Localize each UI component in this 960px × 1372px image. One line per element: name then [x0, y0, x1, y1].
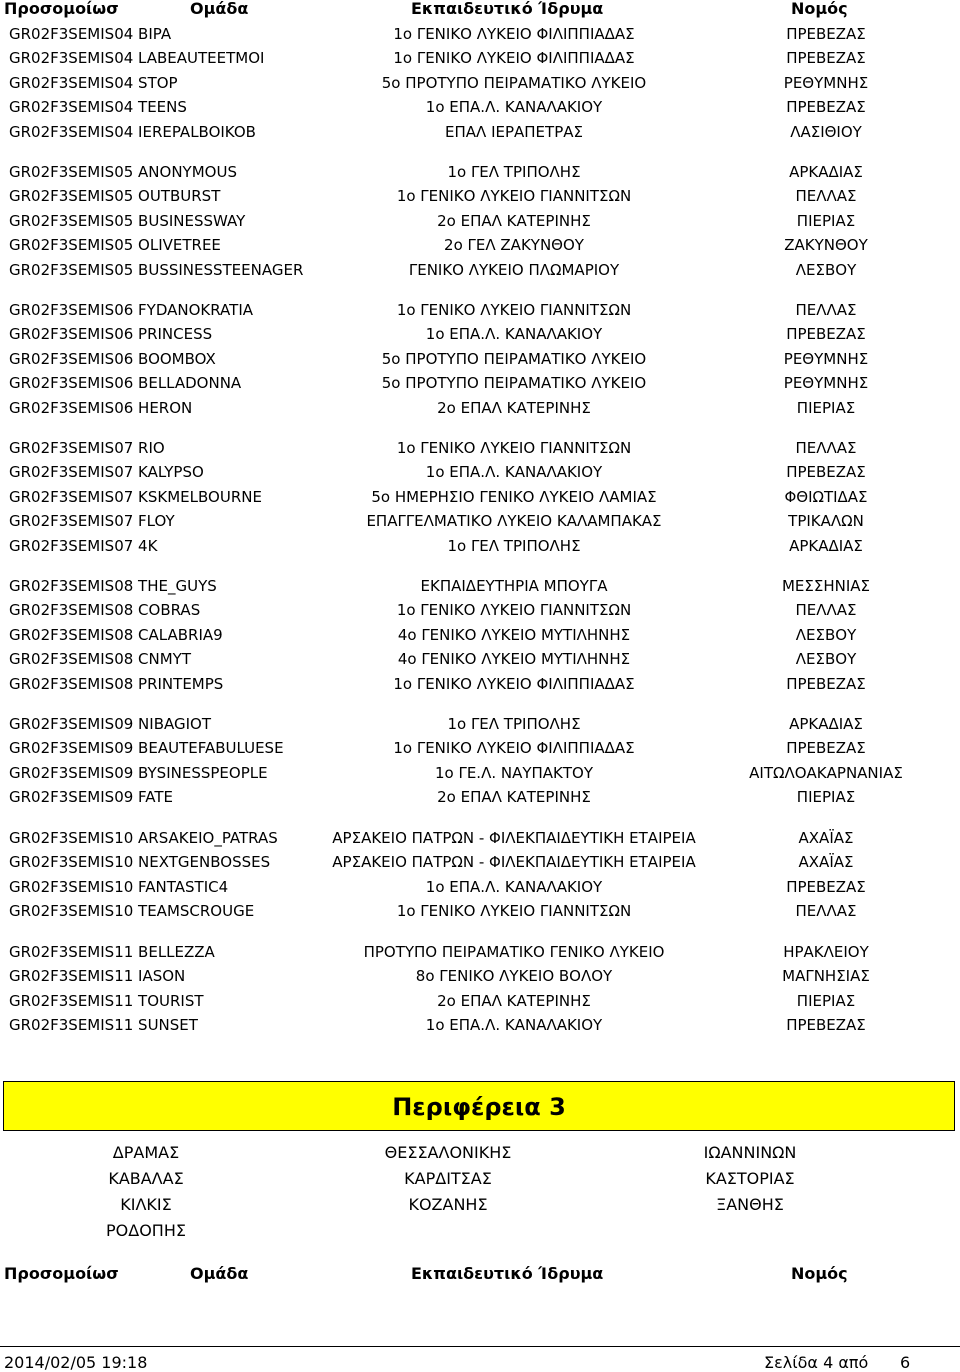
prefecture-row: [0, 1166, 960, 1192]
cell-institution: 1ο ΓΕΝΙΚΟ ΛΥΚΕΙΟ ΦΙΛΙΠΠΙΑΔΑΣ: [393, 674, 635, 693]
table-row: [0, 184, 960, 208]
table-header-bottom: [0, 1265, 960, 1289]
header-simulation: Προσομοίωσ: [4, 0, 119, 18]
cell-institution: 1ο ΓΕΝΙΚΟ ΛΥΚΕΙΟ ΓΙΑΝΝΙΤΣΩΝ: [396, 301, 632, 319]
cell-simulation-team: GR02F3SEMIS08 PRINTEMPS: [9, 674, 224, 693]
cell-prefecture: ΠΡΕΒΕΖΑΣ: [786, 463, 866, 482]
header-prefecture: Νομός: [791, 0, 848, 18]
cell-prefecture: ΠΕΛΛΑΣ: [795, 301, 857, 319]
cell-institution: ΠΡΟΤΥΠΟ ΠΕΙΡΑΜΑΤΙΚΟ ΓΕΝΙΚΟ ΛΥΚΕΙΟ: [363, 943, 665, 961]
cell-institution: 5ο ΠΡΟΤΥΠΟ ΠΕΙΡΑΜΑΤΙΚΟ ΛΥΚΕΙΟ: [381, 349, 647, 368]
cell-prefecture: ΠΡΕΒΕΖΑΣ: [786, 674, 866, 693]
table-row: [0, 347, 960, 371]
cell-institution: 1ο ΕΠΑ.Λ. ΚΑΝΑΛΑΚΙΟΥ: [425, 325, 603, 344]
prefecture-row: [0, 1140, 960, 1166]
header-institution: Εκπαιδευτικό Ίδρυμα: [411, 1264, 604, 1283]
cell-simulation-team: GR02F3SEMIS09 BEAUTEFABULUESE: [9, 739, 284, 758]
region-prefecture: ΚΑΒΑΛΑΣ: [108, 1169, 184, 1188]
table-row: [0, 899, 960, 923]
cell-institution: 2ο ΕΠΑΛ ΚΑΤΕΡΙΝΗΣ: [437, 398, 591, 417]
cell-prefecture: ΠΕΛΛΑΣ: [795, 601, 857, 620]
cell-simulation-team: GR02F3SEMIS10 ARSAKEIO_PATRAS: [9, 829, 278, 847]
cell-simulation-team: GR02F3SEMIS07 KSKMELBOURNE: [9, 487, 262, 506]
cell-prefecture: ΡΕΘΥΜΝΗΣ: [783, 349, 869, 368]
header-simulation: Προσομοίωσ: [4, 1264, 119, 1283]
table-row: [0, 761, 960, 785]
cell-simulation-team: GR02F3SEMIS07 KALYPSO: [9, 463, 204, 482]
team-group: [0, 826, 960, 924]
cell-simulation-team: GR02F3SEMIS04 IEREPALBOIKOB: [9, 122, 256, 141]
footer-divider: [0, 1346, 960, 1347]
cell-simulation-team: GR02F3SEMIS05 OUTBURST: [9, 187, 221, 206]
table-row: [0, 258, 960, 282]
table-row: [0, 1013, 960, 1037]
cell-institution: 1ο ΓΕΛ ΤΡΙΠΟΛΗΣ: [447, 163, 581, 181]
cell-institution: 2ο ΕΠΑΛ ΚΑΤΕΡΙΝΗΣ: [437, 211, 591, 230]
cell-prefecture: ΠΡΕΒΕΖΑΣ: [786, 325, 866, 344]
cell-simulation-team: GR02F3SEMIS05 BUSSINESSTEENAGER: [9, 260, 304, 279]
table-row: [0, 785, 960, 809]
cell-simulation-team: GR02F3SEMIS10 NEXTGENBOSSES: [9, 853, 271, 872]
cell-prefecture: ΛΕΣΒΟΥ: [795, 650, 857, 669]
cell-simulation-team: GR02F3SEMIS06 BOOMBOX: [9, 349, 216, 368]
region-prefecture: ΘΕΣΣΑΛΟΝΙΚΗΣ: [384, 1143, 512, 1162]
table-row: [0, 964, 960, 988]
team-group: [0, 436, 960, 558]
cell-prefecture: ΜΕΣΣΗΝΙΑΣ: [781, 577, 871, 595]
cell-simulation-team: GR02F3SEMIS11 SUNSET: [9, 1016, 198, 1035]
cell-prefecture: ΑΧΑΪΑΣ: [798, 853, 854, 872]
cell-simulation-team: GR02F3SEMIS05 ANONYMOUS: [9, 163, 237, 181]
table-row: [0, 623, 960, 647]
table-row: [0, 396, 960, 420]
cell-institution: 1ο ΓΕΝΙΚΟ ΛΥΚΕΙΟ ΓΙΑΝΝΙΤΣΩΝ: [396, 187, 632, 206]
header-prefecture: Νομός: [791, 1264, 848, 1283]
cell-simulation-team: GR02F3SEMIS10 TEAMSCROUGE: [9, 902, 255, 921]
cell-simulation-team: GR02F3SEMIS09 FATE: [9, 788, 174, 807]
cell-institution: 1ο ΓΕΛ ΤΡΙΠΟΛΗΣ: [447, 536, 581, 555]
cell-prefecture: ΠΡΕΒΕΖΑΣ: [786, 49, 866, 68]
table-row: [0, 712, 960, 736]
cell-institution: ΕΠΑΓΓΕΛΜΑΤΙΚΟ ΛΥΚΕΙΟ ΚΑΛΑΜΠΑΚΑΣ: [366, 512, 662, 531]
header-institution: Εκπαιδευτικό Ίδρυμα: [411, 0, 604, 18]
cell-simulation-team: GR02F3SEMIS04 LABEAUTEETMOI: [9, 49, 265, 68]
cell-institution: 1ο ΓΕΝΙΚΟ ΛΥΚΕΙΟ ΦΙΛΙΠΠΙΑΔΑΣ: [393, 25, 635, 43]
cell-prefecture: ΠΙΕΡΙΑΣ: [796, 991, 856, 1010]
region-prefecture: ΚΑΣΤΟΡΙΑΣ: [705, 1169, 795, 1188]
table-row: [0, 298, 960, 322]
cell-institution: 1ο ΓΕΝΙΚΟ ΛΥΚΕΙΟ ΦΙΛΙΠΠΙΑΔΑΣ: [393, 739, 635, 758]
table-row: [0, 233, 960, 257]
header-team: Ομάδα: [190, 0, 249, 18]
cell-simulation-team: GR02F3SEMIS05 OLIVETREE: [9, 236, 221, 255]
table-row: [0, 736, 960, 760]
cell-prefecture: ΛΕΣΒΟΥ: [795, 625, 857, 644]
table-row: [0, 574, 960, 598]
cell-simulation-team: GR02F3SEMIS10 FANTASTIC4: [9, 877, 229, 896]
team-group: [0, 574, 960, 696]
prefecture-row: [0, 1192, 960, 1218]
region-prefecture: ΚΑΡΔΙΤΣΑΣ: [404, 1169, 492, 1188]
cell-institution: ΓΕΝΙΚΟ ΛΥΚΕΙΟ ΠΛΩΜΑΡΙΟΥ: [408, 260, 620, 279]
cell-simulation-team: GR02F3SEMIS05 BUSINESSWAY: [9, 211, 246, 230]
team-group: [0, 22, 960, 144]
cell-prefecture: ΠΙΕΡΙΑΣ: [796, 788, 856, 807]
cell-prefecture: ΜΑΓΝΗΣΙΑΣ: [782, 967, 870, 986]
table-row: [0, 120, 960, 144]
cell-institution: ΑΡΣΑΚΕΙΟ ΠΑΤΡΩΝ - ΦΙΛΕΚΠΑΙΔΕΥΤΙΚΗ ΕΤΑΙΡΕΙΑ: [332, 853, 696, 872]
page-total: 6: [900, 1353, 911, 1372]
page-label: Σελίδα 4 από: [764, 1353, 869, 1372]
footer-page-number: [764, 1353, 911, 1372]
cell-simulation-team: GR02F3SEMIS07 FLOY: [9, 512, 175, 531]
region-prefecture: ΚΟΖΑΝΗΣ: [408, 1195, 488, 1214]
region-prefecture: ΡΟΔΟΠΗΣ: [106, 1221, 186, 1240]
cell-simulation-team: GR02F3SEMIS06 BELLADONNA: [9, 374, 242, 393]
cell-simulation-team: GR02F3SEMIS04 STOP: [9, 73, 178, 92]
cell-prefecture: ΠΡΕΒΕΖΑΣ: [786, 877, 866, 896]
cell-institution: 2ο ΓΕΛ ΖΑΚΥΝΘΟΥ: [444, 236, 584, 255]
cell-simulation-team: GR02F3SEMIS08 CNMYT: [9, 650, 192, 669]
table-row: [0, 371, 960, 395]
cell-prefecture: ΗΡΑΚΛΕΙΟΥ: [783, 943, 869, 961]
table-row: [0, 46, 960, 70]
cell-institution: 1ο ΓΕ.Λ. ΝΑΥΠΑΚΤΟΥ: [434, 763, 594, 782]
cell-institution: 8ο ΓΕΝΙΚΟ ΛΥΚΕΙΟ ΒΟΛΟΥ: [415, 967, 613, 986]
cell-prefecture: ΠΡΕΒΕΖΑΣ: [786, 98, 866, 117]
region-prefecture: ΙΩΑΝΝΙΝΩΝ: [703, 1143, 797, 1162]
cell-institution: 4ο ΓΕΝΙΚΟ ΛΥΚΕΙΟ ΜΥΤΙΛΗΝΗΣ: [397, 625, 631, 644]
cell-simulation-team: GR02F3SEMIS11 BELLEZZA: [9, 943, 215, 961]
cell-simulation-team: GR02F3SEMIS06 PRINCESS: [9, 325, 213, 344]
table-row: [0, 875, 960, 899]
table-row: [0, 95, 960, 119]
cell-prefecture: ΛΑΣΙΘΙΟΥ: [790, 122, 862, 141]
cell-institution: 1ο ΓΕΝΙΚΟ ΛΥΚΕΙΟ ΓΙΑΝΝΙΤΣΩΝ: [396, 902, 632, 921]
cell-simulation-team: GR02F3SEMIS07 4K: [9, 536, 158, 555]
cell-institution: 1ο ΕΠΑ.Λ. ΚΑΝΑΛΑΚΙΟΥ: [425, 877, 603, 896]
table-row: [0, 22, 960, 46]
cell-prefecture: ΠΕΛΛΑΣ: [795, 902, 857, 921]
cell-prefecture: ΛΕΣΒΟΥ: [795, 260, 857, 279]
table-row: [0, 71, 960, 95]
table-row: [0, 989, 960, 1013]
header-team: Ομάδα: [190, 1264, 249, 1283]
cell-institution: ΑΡΣΑΚΕΙΟ ΠΑΤΡΩΝ - ΦΙΛΕΚΠΑΙΔΕΥΤΙΚΗ ΕΤΑΙΡΕΙΑ: [332, 829, 696, 847]
cell-simulation-team: GR02F3SEMIS04 BIPA: [9, 25, 172, 43]
table-row: [0, 534, 960, 558]
cell-institution: 1ο ΓΕΝΙΚΟ ΛΥΚΕΙΟ ΦΙΛΙΠΠΙΑΔΑΣ: [393, 49, 635, 68]
cell-prefecture: ΠΡΕΒΕΖΑΣ: [786, 739, 866, 758]
cell-prefecture: ΠΙΕΡΙΑΣ: [796, 211, 856, 230]
cell-simulation-team: GR02F3SEMIS11 TOURIST: [9, 991, 204, 1010]
cell-simulation-team: GR02F3SEMIS11 IASON: [9, 967, 186, 986]
cell-institution: ΕΚΠΑΙΔΕΥΤΗΡΙΑ ΜΠΟΥΓΑ: [420, 577, 608, 595]
table-row: [0, 647, 960, 671]
cell-prefecture: ΑΙΤΩΛΟΑΚΑΡΝΑΝΙΑΣ: [749, 763, 903, 782]
region-prefecture-list: [0, 1140, 960, 1244]
team-group: [0, 940, 960, 1038]
cell-institution: 5ο ΠΡΟΤΥΠΟ ΠΕΙΡΑΜΑΤΙΚΟ ΛΥΚΕΙΟ: [381, 374, 647, 393]
cell-prefecture: ΑΡΚΑΔΙΑΣ: [789, 715, 863, 733]
cell-simulation-team: GR02F3SEMIS04 TEENS: [9, 98, 187, 117]
table-row: [0, 509, 960, 533]
cell-prefecture: ΠΙΕΡΙΑΣ: [796, 398, 856, 417]
region-banner: [3, 1081, 955, 1131]
region-title: Περιφέρεια 3: [392, 1093, 566, 1121]
table-row: [0, 460, 960, 484]
cell-institution: ΕΠΑΛ ΙΕΡΑΠΕΤΡΑΣ: [445, 122, 583, 141]
cell-institution: 1ο ΕΠΑ.Λ. ΚΑΝΑΛΑΚΙΟΥ: [425, 1016, 603, 1035]
cell-simulation-team: GR02F3SEMIS09 BYSINESSPEOPLE: [9, 763, 268, 782]
team-group: [0, 160, 960, 282]
cell-institution: 1ο ΓΕΛ ΤΡΙΠΟΛΗΣ: [447, 715, 581, 733]
cell-prefecture: ΑΧΑΪΑΣ: [798, 829, 854, 847]
cell-simulation-team: GR02F3SEMIS07 RIO: [9, 439, 165, 457]
table-row: [0, 485, 960, 509]
region-prefecture: ΚΙΛΚΙΣ: [120, 1195, 172, 1214]
footer-datetime: 2014/02/05 19:18: [4, 1353, 148, 1372]
cell-simulation-team: GR02F3SEMIS09 NIBAGIOT: [9, 715, 211, 733]
cell-institution: 5ο ΗΜΕΡΗΣΙΟ ΓΕΝΙΚΟ ΛΥΚΕΙΟ ΛΑΜΙΑΣ: [371, 487, 657, 506]
table-row: [0, 160, 960, 184]
cell-institution: 5ο ΠΡΟΤΥΠΟ ΠΕΙΡΑΜΑΤΙΚΟ ΛΥΚΕΙΟ: [381, 73, 647, 92]
table-row: [0, 850, 960, 874]
cell-institution: 1ο ΓΕΝΙΚΟ ΛΥΚΕΙΟ ΓΙΑΝΝΙΤΣΩΝ: [396, 601, 632, 620]
cell-simulation-team: GR02F3SEMIS08 CALABRIA9: [9, 625, 223, 644]
cell-institution: 1ο ΕΠΑ.Λ. ΚΑΝΑΛΑΚΙΟΥ: [425, 98, 603, 117]
table-header-top: [0, 0, 960, 24]
cell-prefecture: ΤΡΙΚΑΛΩΝ: [788, 512, 864, 531]
cell-prefecture: ΡΕΘΥΜΝΗΣ: [783, 73, 869, 92]
table-row: [0, 672, 960, 696]
cell-institution: 4ο ΓΕΝΙΚΟ ΛΥΚΕΙΟ ΜΥΤΙΛΗΝΗΣ: [397, 650, 631, 669]
team-group: [0, 298, 960, 420]
team-group: [0, 712, 960, 810]
prefecture-row: [0, 1218, 960, 1244]
cell-institution: 1ο ΕΠΑ.Λ. ΚΑΝΑΛΑΚΙΟΥ: [425, 463, 603, 482]
cell-prefecture: ΑΡΚΑΔΙΑΣ: [789, 536, 863, 555]
cell-prefecture: ΠΕΛΛΑΣ: [795, 187, 857, 206]
table-row: [0, 826, 960, 850]
cell-prefecture: ΡΕΘΥΜΝΗΣ: [783, 374, 869, 393]
cell-institution: 2ο ΕΠΑΛ ΚΑΤΕΡΙΝΗΣ: [437, 991, 591, 1010]
cell-simulation-team: GR02F3SEMIS08 THE_GUYS: [9, 577, 217, 595]
cell-prefecture: ΖΑΚΥΝΘΟΥ: [784, 236, 868, 255]
cell-prefecture: ΑΡΚΑΔΙΑΣ: [789, 163, 863, 181]
cell-simulation-team: GR02F3SEMIS08 COBRAS: [9, 601, 201, 620]
cell-institution: 2ο ΕΠΑΛ ΚΑΤΕΡΙΝΗΣ: [437, 788, 591, 807]
cell-prefecture: ΦΘΙΩΤΙΔΑΣ: [784, 487, 868, 506]
table-row: [0, 436, 960, 460]
cell-prefecture: ΠΡΕΒΕΖΑΣ: [786, 1016, 866, 1035]
table-row: [0, 322, 960, 346]
cell-institution: 1ο ΓΕΝΙΚΟ ΛΥΚΕΙΟ ΓΙΑΝΝΙΤΣΩΝ: [396, 439, 632, 457]
table-row: [0, 209, 960, 233]
cell-simulation-team: GR02F3SEMIS06 HERON: [9, 398, 193, 417]
region-prefecture: ΞΑΝΘΗΣ: [716, 1195, 784, 1214]
region-prefecture: ΔΡΑΜΑΣ: [112, 1143, 180, 1162]
cell-prefecture: ΠΕΛΛΑΣ: [795, 439, 857, 457]
table-row: [0, 598, 960, 622]
cell-simulation-team: GR02F3SEMIS06 FYDANOKRATIA: [9, 301, 254, 319]
cell-prefecture: ΠΡΕΒΕΖΑΣ: [786, 25, 866, 43]
table-row: [0, 940, 960, 964]
